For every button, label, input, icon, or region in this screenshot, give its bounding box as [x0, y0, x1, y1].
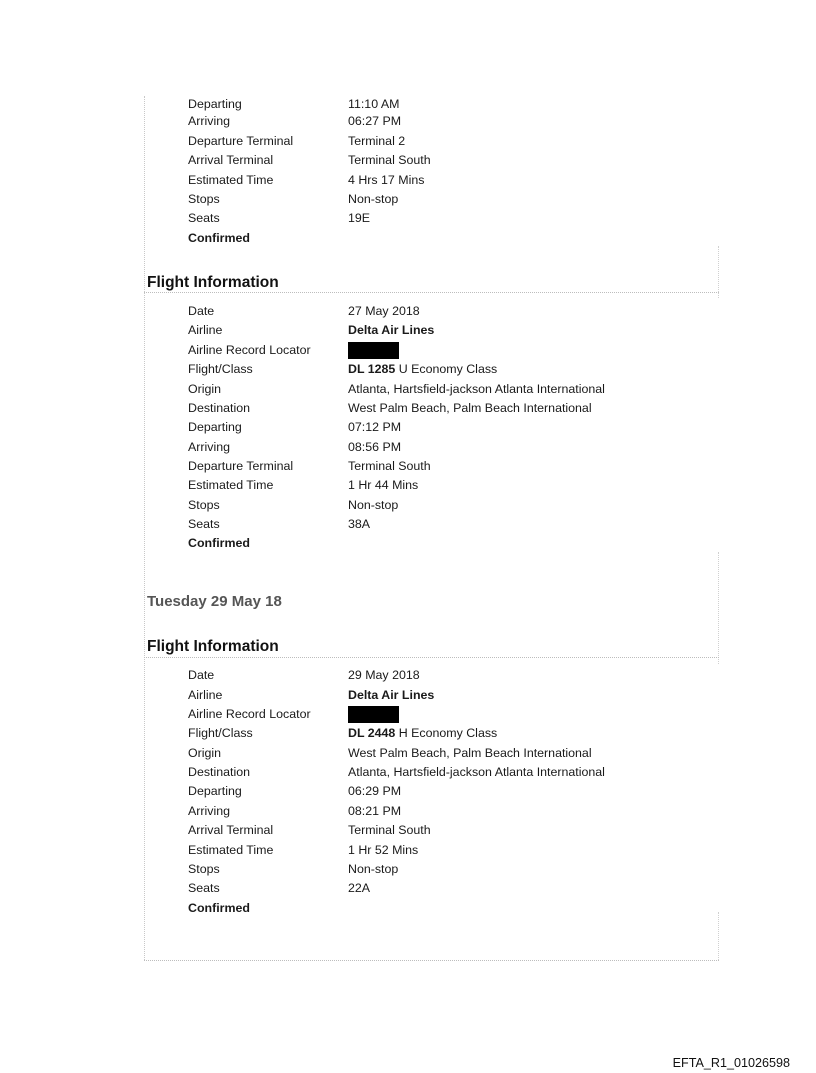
row-value: 07:12 PM	[348, 420, 402, 434]
flight-date: 27 May 2018	[348, 304, 420, 318]
row-label: Arrival Terminal	[188, 823, 274, 837]
row-label: Airline Record Locator	[188, 707, 311, 721]
row-value: Terminal 2	[348, 134, 406, 148]
airline-name: Delta Air Lines	[348, 688, 435, 702]
row-value: Terminal South	[348, 459, 431, 473]
airline-name: Delta Air Lines	[348, 323, 435, 337]
row-label: Departing	[188, 97, 242, 111]
row-value: 4 Hrs 17 Mins	[348, 173, 425, 187]
redaction-box	[348, 706, 399, 723]
row-label: Departure Terminal	[188, 134, 294, 148]
row-label: Origin	[188, 382, 222, 396]
table-border-bottom	[144, 960, 719, 961]
cabin-class: U Economy Class	[395, 362, 498, 376]
row-value: 1 Hr 44 Mins	[348, 478, 419, 492]
row-value: Terminal South	[348, 153, 431, 167]
row-label: Estimated Time	[188, 173, 274, 187]
table-border-left	[144, 96, 145, 960]
row-value: West Palm Beach, Palm Beach International	[348, 746, 592, 760]
row-value: Non-stop	[348, 498, 399, 512]
table-border-right	[718, 912, 719, 960]
row-label: Arrival Terminal	[188, 153, 274, 167]
row-label: Stops	[188, 862, 220, 876]
row-label: Destination	[188, 765, 250, 779]
row-value: 06:27 PM	[348, 114, 402, 128]
row-value: Non-stop	[348, 862, 399, 876]
row-label: Departing	[188, 420, 242, 434]
row-value: 38A	[348, 517, 371, 531]
row-label: Stops	[188, 192, 220, 206]
row-value: 06:29 PM	[348, 784, 402, 798]
flight-number: DL 2448	[348, 726, 396, 740]
row-label: Departure Terminal	[188, 459, 294, 473]
row-value: Atlanta, Hartsfield-jackson Atlanta International	[348, 765, 605, 779]
row-label: Arriving	[188, 804, 230, 818]
document-id: EFTA_R1_01026598	[672, 1056, 790, 1070]
row-label: Estimated Time	[188, 843, 274, 857]
row-label: Date	[188, 668, 215, 682]
row-value: 22A	[348, 881, 371, 895]
table-border-right	[718, 552, 719, 664]
flight-number: DL 1285	[348, 362, 396, 376]
table-border-right	[718, 246, 719, 298]
row-label: Airline Record Locator	[188, 343, 311, 357]
row-label: Seats	[188, 517, 220, 531]
row-value: 19E	[348, 211, 371, 225]
row-label: Flight/Class	[188, 362, 253, 376]
row-label: Origin	[188, 746, 222, 760]
status-confirmed: Confirmed	[188, 536, 250, 550]
flight-date: 29 May 2018	[348, 668, 420, 682]
status-confirmed: Confirmed	[188, 231, 250, 245]
status-confirmed: Confirmed	[188, 901, 250, 915]
row-label: Stops	[188, 498, 220, 512]
row-value: 08:21 PM	[348, 804, 402, 818]
row-label: Estimated Time	[188, 478, 274, 492]
row-label: Arriving	[188, 440, 230, 454]
row-label: Seats	[188, 211, 220, 225]
row-label: Airline	[188, 688, 223, 702]
day-heading: Tuesday 29 May 18	[147, 593, 282, 610]
section-underline	[144, 657, 719, 658]
row-label: Departing	[188, 784, 242, 798]
row-label: Arriving	[188, 114, 230, 128]
row-value: Terminal South	[348, 823, 431, 837]
flight-class-value	[348, 725, 497, 741]
row-value: Non-stop	[348, 192, 399, 206]
section-title: Flight Information	[147, 638, 279, 655]
row-label: Airline	[188, 323, 223, 337]
row-label: Flight/Class	[188, 726, 253, 740]
row-label: Date	[188, 304, 215, 318]
section-title: Flight Information	[147, 274, 279, 291]
redaction-box	[348, 342, 399, 359]
row-value: 11:10 AM	[348, 97, 400, 111]
record-locator-value	[348, 706, 399, 723]
row-value: West Palm Beach, Palm Beach International	[348, 401, 592, 415]
record-locator-value	[348, 342, 399, 359]
cabin-class: H Economy Class	[395, 726, 498, 740]
row-value: Atlanta, Hartsfield-jackson Atlanta International	[348, 382, 605, 396]
row-label: Destination	[188, 401, 250, 415]
row-label: Seats	[188, 881, 220, 895]
row-value: 1 Hr 52 Mins	[348, 843, 419, 857]
flight-class-value	[348, 361, 497, 377]
row-value: 08:56 PM	[348, 440, 402, 454]
